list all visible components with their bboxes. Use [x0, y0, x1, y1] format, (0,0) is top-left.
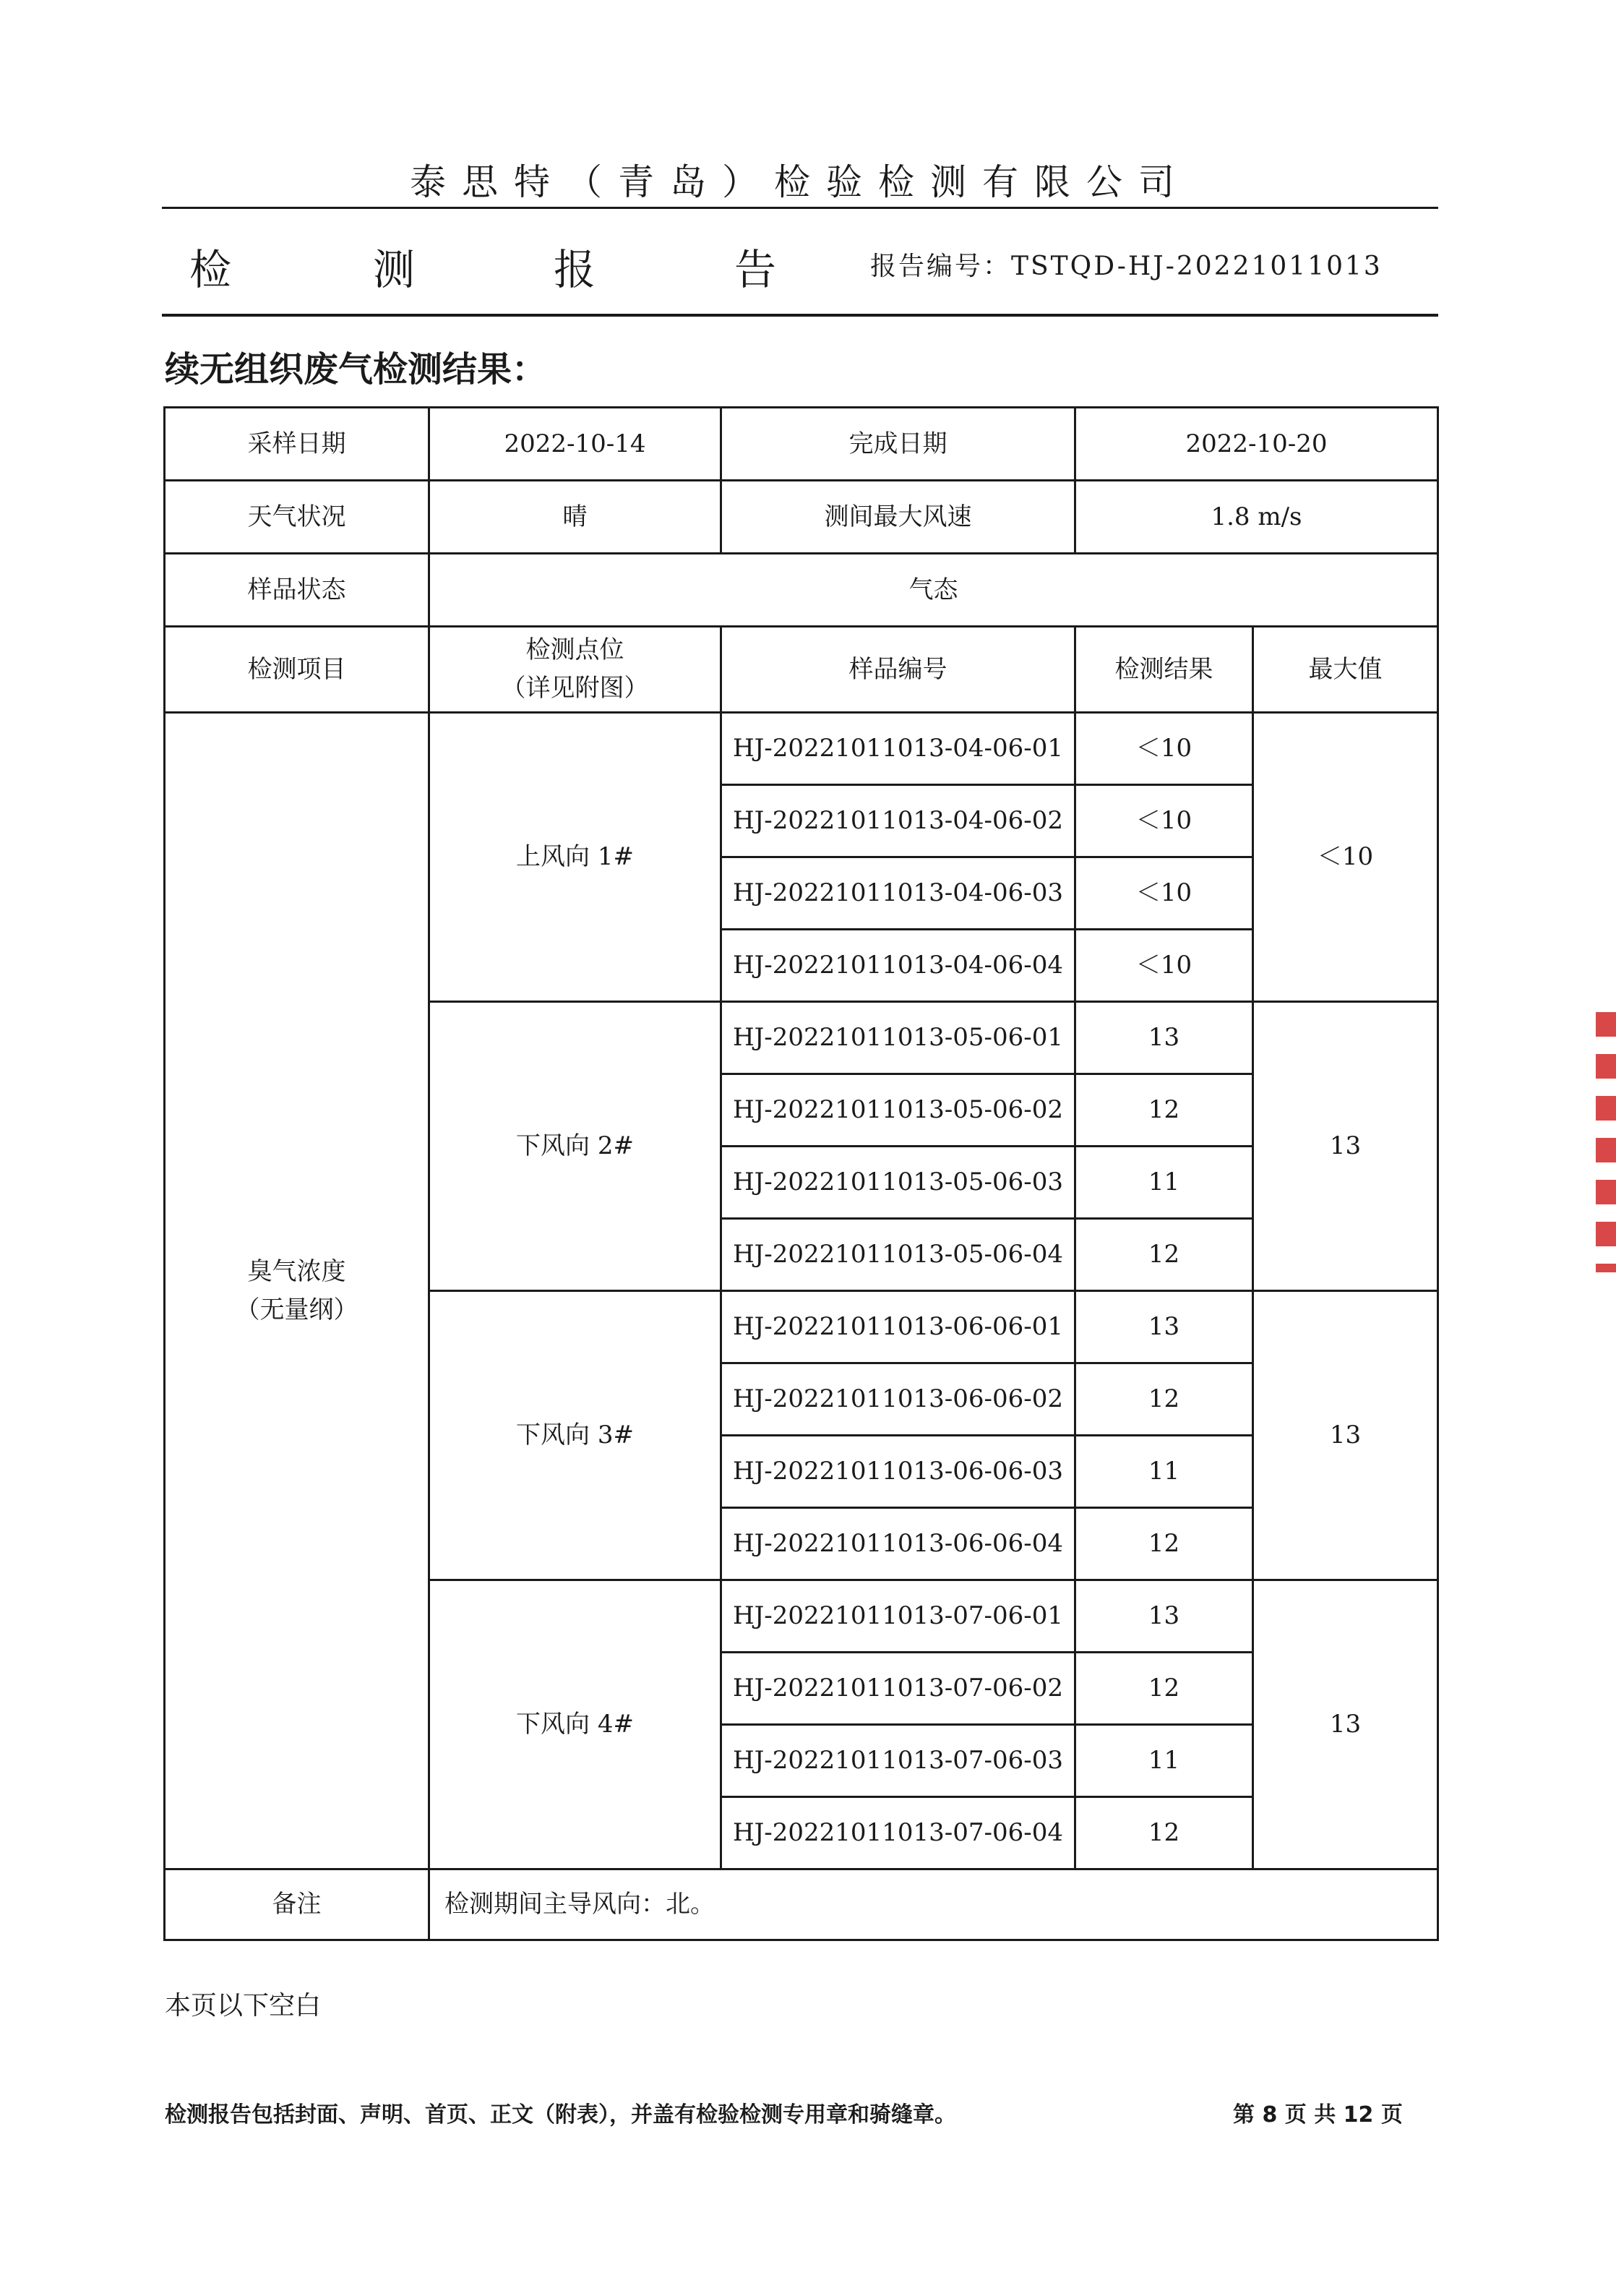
item-cell — [165, 713, 429, 1869]
result-cell: 13 — [1075, 1291, 1253, 1363]
note-row — [165, 1869, 1438, 1940]
col-header-point-line2: （详见附图） — [501, 674, 649, 703]
sample-no-cell: HJ-20221011013-04-06-04 — [721, 930, 1075, 1002]
result-cell: 13 — [1075, 1002, 1253, 1074]
result-cell: 11 — [1075, 1436, 1253, 1508]
sample-no-cell: HJ-20221011013-07-06-04 — [721, 1797, 1075, 1869]
weather-value: 晴 — [429, 481, 721, 554]
point-cell: 下风向 3# — [429, 1291, 721, 1580]
sample-no-cell: HJ-20221011013-04-06-01 — [721, 713, 1075, 785]
col-header-max: 最大值 — [1253, 627, 1438, 713]
point-cell: 上风向 1# — [429, 713, 721, 1002]
col-header-point-line1: 检测点位 — [525, 635, 624, 665]
max-cell: ＜10 — [1253, 713, 1438, 1002]
header-rule-top — [162, 207, 1438, 209]
header-rule-bottom — [162, 314, 1438, 317]
item-unit: （无量纲） — [235, 1295, 358, 1324]
completion-date-value: 2022-10-20 — [1075, 408, 1438, 481]
sample-no-cell: HJ-20221011013-07-06-03 — [721, 1725, 1075, 1797]
page-number: 第 8 页 共 12 页 — [1233, 2102, 1403, 2128]
sample-no-cell: HJ-20221011013-04-06-02 — [721, 785, 1075, 857]
results-table — [163, 406, 1439, 1941]
max-wind-value: 1.8 m/s — [1075, 481, 1438, 554]
point-cell: 下风向 4# — [429, 1580, 721, 1869]
column-header-row — [165, 627, 1438, 713]
table-row — [165, 713, 1438, 785]
sample-no-cell: HJ-20221011013-06-06-02 — [721, 1363, 1075, 1436]
report-title-char-2: 测 — [373, 245, 416, 294]
sampling-date-label: 采样日期 — [165, 408, 429, 481]
sample-no-cell: HJ-20221011013-07-06-02 — [721, 1653, 1075, 1725]
sample-no-cell: HJ-20221011013-05-06-04 — [721, 1219, 1075, 1291]
result-cell: 12 — [1075, 1797, 1253, 1869]
result-cell: 12 — [1075, 1219, 1253, 1291]
result-cell: ＜10 — [1075, 857, 1253, 930]
weather-label: 天气状况 — [165, 481, 429, 554]
completion-date-label: 完成日期 — [721, 408, 1075, 481]
company-name: 泰思特（青岛）检验检测有限公司 — [410, 161, 1190, 203]
point-cell: 下风向 2# — [429, 1002, 721, 1291]
result-cell: ＜10 — [1075, 785, 1253, 857]
note-text: 检测期间主导风向：北。 — [429, 1869, 1438, 1940]
report-title-char-1: 检 — [189, 245, 232, 294]
sample-no-cell: HJ-20221011013-05-06-02 — [721, 1074, 1075, 1147]
result-cell: 12 — [1075, 1363, 1253, 1436]
sample-no-cell: HJ-20221011013-04-06-03 — [721, 857, 1075, 930]
sample-no-cell: HJ-20221011013-05-06-01 — [721, 1002, 1075, 1074]
result-cell: ＜10 — [1075, 713, 1253, 785]
result-cell: 13 — [1075, 1580, 1253, 1653]
max-cell: 13 — [1253, 1580, 1438, 1869]
max-cell: 13 — [1253, 1291, 1438, 1580]
result-cell: 12 — [1075, 1508, 1253, 1580]
result-cell: 12 — [1075, 1074, 1253, 1147]
seam-stamp-fragment — [1596, 1012, 1616, 1272]
info-row-weather — [165, 481, 1438, 554]
sample-state-value: 气态 — [429, 554, 1438, 627]
result-cell: 11 — [1075, 1725, 1253, 1797]
sample-no-cell: HJ-20221011013-06-06-04 — [721, 1508, 1075, 1580]
item-name: 臭气浓度 — [247, 1256, 346, 1286]
col-header-sample-no: 样品编号 — [721, 627, 1075, 713]
col-header-item: 检测项目 — [165, 627, 429, 713]
sample-no-cell: HJ-20221011013-06-06-03 — [721, 1436, 1075, 1508]
max-wind-label: 测间最大风速 — [721, 481, 1075, 554]
result-cell: 12 — [1075, 1653, 1253, 1725]
report-title-char-3: 报 — [554, 245, 596, 294]
sample-no-cell: HJ-20221011013-06-06-01 — [721, 1291, 1075, 1363]
max-cell: 13 — [1253, 1002, 1438, 1291]
col-header-result: 检测结果 — [1075, 627, 1253, 713]
col-header-point — [429, 627, 721, 713]
info-row-dates — [165, 408, 1438, 481]
sample-state-label: 样品状态 — [165, 554, 429, 627]
blank-page-note: 本页以下空白 — [165, 1991, 322, 2021]
section-title: 续无组织废气检测结果： — [165, 349, 547, 390]
report-number: 报告编号：TSTQD-HJ-20221011013 — [870, 252, 1383, 281]
sample-no-cell: HJ-20221011013-05-06-03 — [721, 1147, 1075, 1219]
info-row-sample-state — [165, 554, 1438, 627]
sample-no-cell: HJ-20221011013-07-06-01 — [721, 1580, 1075, 1653]
report-title-char-4: 告 — [734, 245, 777, 294]
note-label: 备注 — [165, 1869, 429, 1940]
sampling-date-value: 2022-10-14 — [429, 408, 721, 481]
footer-statement: 检测报告包括封面、声明、首页、正文（附表），并盖有检验检测专用章和骑缝章。 — [165, 2102, 956, 2128]
result-cell: ＜10 — [1075, 930, 1253, 1002]
result-cell: 11 — [1075, 1147, 1253, 1219]
